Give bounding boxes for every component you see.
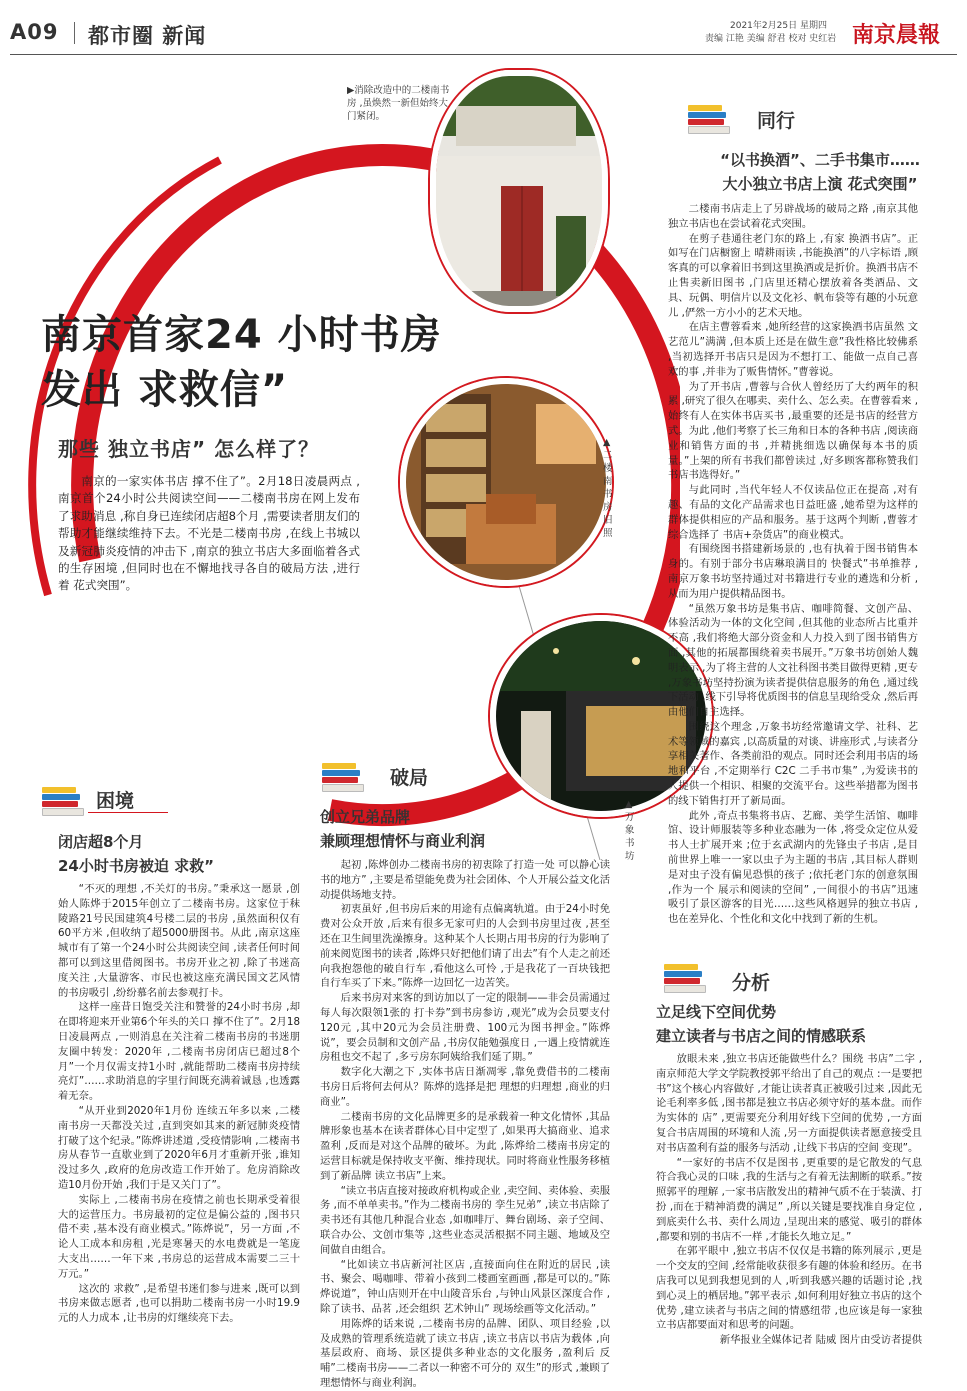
paragraph: 二楼南书房的文化品牌更多的是承载着一种文化情怀 ,其品牌形象也基本在读者群体心目中定型了 ,如果再大搞商业、追求盈利 ,反而是对这个品牌的破坏。为此 ,陈烨给二楼南书房定的运营目标就是保持收支平衡、维持现状。同时将商业性服务移植到了新品牌 读立书店”上来。 <box>320 1110 610 1182</box>
section-label-poju: 破局 <box>390 767 429 789</box>
tongxing-title-line1: “以书换酒”、二手书集市…… <box>720 151 920 169</box>
kunjing-title-line1: 闭店超8个月 <box>58 833 144 851</box>
kunjing-body <box>58 882 300 1326</box>
paragraph: “读立书店直接对接政府机构或企业 ,卖空间、卖体验、卖服务 ,而不单单卖书。”作为二楼南书房的 孪生兄弟” ,读立书店除了卖书还有其他几种混合业态 ,如咖啡厅、舞台剧场、亲子空间、联合办公、文创市集等 ,这些业态灵活根据不同主题、地域及空间做自由组合。 <box>320 1184 610 1256</box>
paragraph: 实际上 ,二楼南书房在疫情之前也长期承受着很大的运营压力。书房最初的定位是偏公益的 ,图书只借不卖 ,基本没有商业模式。”陈烨说”，另一方面 ,不论人工成本和房租 ,光是寒暑天的水电费就是一笔庞大支出……一年下来 ,书房总的运营成本需要二三十万元。” <box>58 1193 300 1280</box>
fenxi-title <box>656 1000 866 1048</box>
paragraph: 在店主曹蓉看来 ,她所经营的这家换酒书店虽然 文艺范儿”满满 ,但本质上还是在做生意”我性格比较佛系 ,当初选择开书店只是因为不想打工、能做一点自己喜欢的事 ,并非为了贩售情怀。”曹蓉说。 <box>668 321 918 378</box>
intro-text: 南京的一家实体书店 撑不住了”。2月18日凌晨两点 ,南京首个24小时公共阅读空间——二楼南书房在网上发布了求助消息 ,称自身已连续闭店超8个月 ,需要读者朋友们的帮助才能继续维持下去。不光是二楼南书房 ,在线上书城以及新冠肺炎疫情的冲击下 ,南京的独立书店大多面临着各式的生存困境 ,但同时也在不懈地找寻各自的破局方法 ,进行着 花式突围”。 <box>58 474 360 593</box>
section-label-kunjing: 困境 <box>96 790 135 812</box>
section-label-tongxing: 同行 <box>757 110 796 132</box>
poju-title-line1: 创立兄弟品牌 <box>320 808 411 826</box>
tongxing-title <box>700 148 940 196</box>
section-title: 都市圈 新闻 <box>88 24 207 48</box>
caption-photo2: ▲二楼南书房旧照 <box>603 437 613 539</box>
paragraph: 数字化大潮之下 ,实体书店日渐凋零 ,靠免费借书的二楼南书房日后将何去何从？陈烨的选择是把 理想的归理想 ,商业的归商业”。 <box>320 1066 610 1108</box>
staff-line: 责编 江艳 美编 舒君 校对 史红岩 <box>705 34 837 44</box>
paragraph: 这样一座昔日饱受关注和赞誉的24小时书房 ,却在即将迎来开业第6个年头的关口 撑不住了”。2月18日凌晨两点 ,一则消息在关注着二楼南书房的书迷朋友圈中转发：2020年 ,二楼南书房闭店已超过8个月”一个月仅需支持1小时 ,就能帮助二楼南书房持续亮灯”……求助消息的字里行间既充满着诚恳 ,也透露着无奈。 <box>58 1001 300 1103</box>
poju-body <box>320 858 610 1391</box>
paragraph: 这次的 求救” ,是希望书迷们参与进来 ,既可以到书房来做志愿者 ,也可以捐助二楼南书房一小时19.9元的人力成本 ,让书房的灯继续亮下去。 <box>58 1282 300 1325</box>
poju-title-line2: 兼顾理想情怀与商业利润 <box>320 832 486 850</box>
poju-title <box>320 805 485 853</box>
headline-line2: 发出 求救信” <box>41 367 289 413</box>
paragraph: 此外 ,奇点书集将书店、艺廊、美学生活馆、咖啡馆、设计师服装等多种业态融为一体 ,将受众定位从爱书人士扩展开来 ;位于玄武湖内的先锋虫子书店 ,是目前世界上唯一一家以虫子为主题的书店 ,其目标人群则是对虫子没有偏见恐惧的孩子 ;依托老门东的创意氛围 ,作为一个 展示和阅读的空间” ,一间很小的书店”迅速吸引了景区游客的目光……这些风格迥异的独立书店 ,也在差异化、个性化和文化中找到了新的生机。 <box>668 809 918 926</box>
books-icon <box>688 105 730 133</box>
paragraph: 放眼未来 ,独立书店还能做些什么？围绕 书店”二字 ,南京师范大学文学院教授郭平给出了自己的观点 :一是要把 书”这个核心内容做好 ,才能让读者真正被吸引过来 ,因此无论毛利率多低 ,图书都是独立书店必须守好的基本盘。而作为实体的 店” ,更需要充分利用好线下空间的优势 ,一方面复合书店周围的环境和人流 ,另一方面提供读者愿意接受且对书店盈利有益的服务与活动 ,让线下书店的空间 变现”。 <box>656 1053 922 1154</box>
paragraph: “一家好的书店不仅是图书 ,更重要的是它散发的气息符合我心灵的口味 ,我的生活与之有着无法割断的联系。”按照郭平的理解 ,一家书店散发出的精神气质不在于装潢、打扮 ,而在于精神消费的满足” ,所以关键是要找准自身定位 ,到底卖什么书、卖什么周边 ,呈现出来的感觉、吸引的群体 ,都要和别的书店不一样 ,才能长久地立足。” <box>656 1156 922 1243</box>
paragraph: 起初 ,陈烨创办二楼南书房的初衷除了打造一处 可以静心读书的地方” ,主要是希望能免费为社会团体、个人开展公益文化活动提供场地支持。 <box>320 859 610 901</box>
byline: 新华报业全媒体记者 陆威 图片由受访者提供 <box>719 1334 922 1347</box>
tongxing-body <box>668 202 918 927</box>
section-label-fenxi: 分析 <box>732 972 771 994</box>
paragraph: 初衷虽好 ,但书房后来的用途有点偏离轨道。由于24小时免费对公众开放 ,后来有很多无家可归的人会到书房里过夜 ,甚至还在卫生间里洗澡擦身。这种某个人长期占用书房的行为影响了前来阅览图书的读者 ,陈烨只好把他们请了出去”有个人走之前还向我抱怨他的破自行车 ,看他这么可怜 ,于是我花了一百块钱把自行车买了下来。”陈烨一边回忆一边苦笑。 <box>320 903 610 990</box>
fenxi-title-line1: 立足线下空间优势 <box>656 1003 777 1021</box>
paragraph: “不灭的理想 ,不关灯的书房。”秉承这一愿景 ,创始人陈烨于2015年创立了二楼南书房。这家位于秣陵路21号民国建筑4号楼二层的书房 ,虽然面积仅有60平方米 ,但收纳了超5000册图书。从此 ,南京这座城市有了第一个24小时公共阅读空间 ,读者任何时间都可以到这里借阅图书。书房开业之初 ,除了书迷高度关注 ,大量游客、市民也被这座充满民国文艺风情的书房吸引 ,纷纷慕名前去参观打卡。 <box>58 883 300 999</box>
main-headline <box>41 308 442 418</box>
books-icon <box>322 763 364 791</box>
paragraph: 后来书房对来客的到访加以了一定的限制——非会员需通过每人每次限领1张的 打卡券”到书房参访 ,观光”成为会员要支付120元 ,其中20元为会员注册费、100元为图书押金。”陈烨说”，要会员制和文创产品 ,书房仅能勉强度日 ,一遇上疫情就连房租也交不起了 ,多亏房东阿姨给我们延了期。” <box>320 992 610 1064</box>
paragraph: 二楼南书店走上了另辟战场的破局之路 ,南京其他独立书店也在尝试着花式突围。 <box>668 203 918 230</box>
paragraph: 围绕这个理念 ,万象书坊经常邀请文学、社科、艺术等领域的嘉宾 ,以高质量的对谈、讲座形式 ,与读者分享相关著作、各类前沿的观点。同时还会利用书店的场地和平台 ,不定期举行 C2C 二手书市集” ,为爱读书的人提供一个相识、相聚的交流平台。这些举措都为图书的线下销售打开了新局面。 <box>668 720 918 807</box>
paragraph: 在剪子巷通往老门东的路上 ,有家 换酒书店”。正如写在门店橱窗上 晴耕雨读 ,书能换酒”的八字标语 ,顾客真的可以拿着旧书到这里换酒或是折价。换酒书店不止售卖新旧图书 ,门店里还精心摆放着各类酒品、文具、玩偶、明信片以及文化衫、帆布袋等有趣的小玩意儿 ,俨然一方小小的艺术天地。 <box>668 232 918 319</box>
headline-subhead: 那些 独立书店” 怎么样了？ <box>58 437 320 461</box>
headline-line1: 南京首家24 小时书房 <box>41 312 442 358</box>
tongxing-title-line2: 大小独立书店上演 花式突围” <box>722 175 918 193</box>
page-number: A09 <box>10 20 59 44</box>
paragraph: 用陈烨的话来说 ,二楼南书房的品牌、团队、项目经验 ,以及成熟的管理系统造就了读立书店 ,读立书店以书店为载体 ,向基层政府、商场、景区提供多种业态的文化服务 ,盈利后 反哺”二楼南书房——二者以一种密不可分的 双生”的形式 ,兼顾了理想情怀与商业利润。 <box>320 1317 610 1389</box>
paragraph: 在郭平眼中 ,独立书店不仅仅是书籍的陈列展示 ,更是一个交友的空间 ,经常能收获很多有趣的体验和经历。在书店我可以见到我想见到的人 ,听到我感兴趣的话题讨论 ,找到心灵上的栖居地。”郭平表示 ,如何利用好独立书店的这个优势 ,建立读者与书店之间的情感纽带 ,也应该是每一家独立书店都要面对和思考的问题。 <box>656 1245 922 1332</box>
paragraph: “从开业到2020年1月份 连续五年多以来 ,二楼南书房一天都没关过 ,直到突如其来的新冠肺炎疫情打破了这个纪录。”陈烨讲述道 ,受疫情影响 ,二楼南书房从春节一直歇业到了2020年6月才重新开张 ,谁知没过多久 ,政府的危房改造工作开始了。危房消除改造10月份开始 ,我们于是又关门了”。 <box>58 1104 300 1191</box>
paragraph: 与此同时 ,当代年轻人不仅读品位正在提高 ,对有趣、有品的文化产品需求也日益旺盛 ,她希望为这样的群体提供相应的产品和服务。基于这两个判断 ,曹蓉才综合选择了 书店+杂货店”的商业模式。 <box>668 484 918 541</box>
paragraph: 为了开书店 ,曹蓉与合伙人曾经历了大约两年的积累 ,研究了很久在哪卖、卖什么、怎么卖。在曹蓉看来 ,始终有人在实体书店买书 ,最重要的还是书店的经营方式。为此 ,他们考察了长三角和日本的各种书店 ,阅读商业和销售方面的书 ,并精挑细选以确保每本书的质量。”上架的所有书我们都曾读过 ,好多顾客都称赞我们书店书选得好。” <box>668 380 918 482</box>
books-icon <box>42 787 84 815</box>
newspaper-logo: 南京晨報 <box>852 22 941 48</box>
intro-paragraph <box>58 473 360 595</box>
fenxi-body <box>656 1052 922 1348</box>
kunjing-title <box>58 830 214 878</box>
kunjing-title-line2: 24小时书房被迫 求救” <box>58 857 214 875</box>
fenxi-title-line2: 建立读者与书店之间的情感联系 <box>656 1027 867 1045</box>
paragraph: “比如读立书店新河社区店 ,直接面向住在附近的居民 ,读书、聚会、喝咖啡、带着小孩到二楼画室画画 ,都是可以的。”陈烨说道”，钟山店则开在中山陵音乐台 ,与钟山风景区深度合作 ,除了读书、品茗 ,还会组织 艺术钟山” 现场绘画等文化活动。” <box>320 1258 610 1315</box>
date-line: 2021年2月25日 星期四 <box>730 21 827 31</box>
paragraph: “虽然万象书坊是集书店、咖啡简餐、文创产品、体验活动为一体的文化空间 ,但其他的业态所占比重并不高 ,我们将绝大部分资金和人力投入到了图书销售方面 ,其他的拓展都围绕着卖书展开。”万象书坊创始人魏明表示 ,为了将主营的人文社科图书类目做得更精 ,更专 ,万象书坊坚持扮演为读者提供信息服务的角色 ,通过线下活动 ,线下引导将优质图书的信息呈现给受众 ,然后再由他们自主选择。 <box>668 602 918 719</box>
section-underline <box>88 812 168 813</box>
caption-photo3: ▲万象书坊 <box>625 799 635 862</box>
caption-photo1: ▶消除改造中的二楼南书房 ,虽焕然一新但始终大门紧闭。 <box>347 85 450 122</box>
books-icon <box>664 964 706 992</box>
paragraph: 有围绕图书搭建新场景的 ,也有执着于图书销售本身的。有别于部分书店琳琅满目的 快餐式”书单推荐 ,南京万象书坊坚持通过对书籍进行专业的遴选和分析 ,从而为用户提供精品图书。 <box>668 543 918 600</box>
